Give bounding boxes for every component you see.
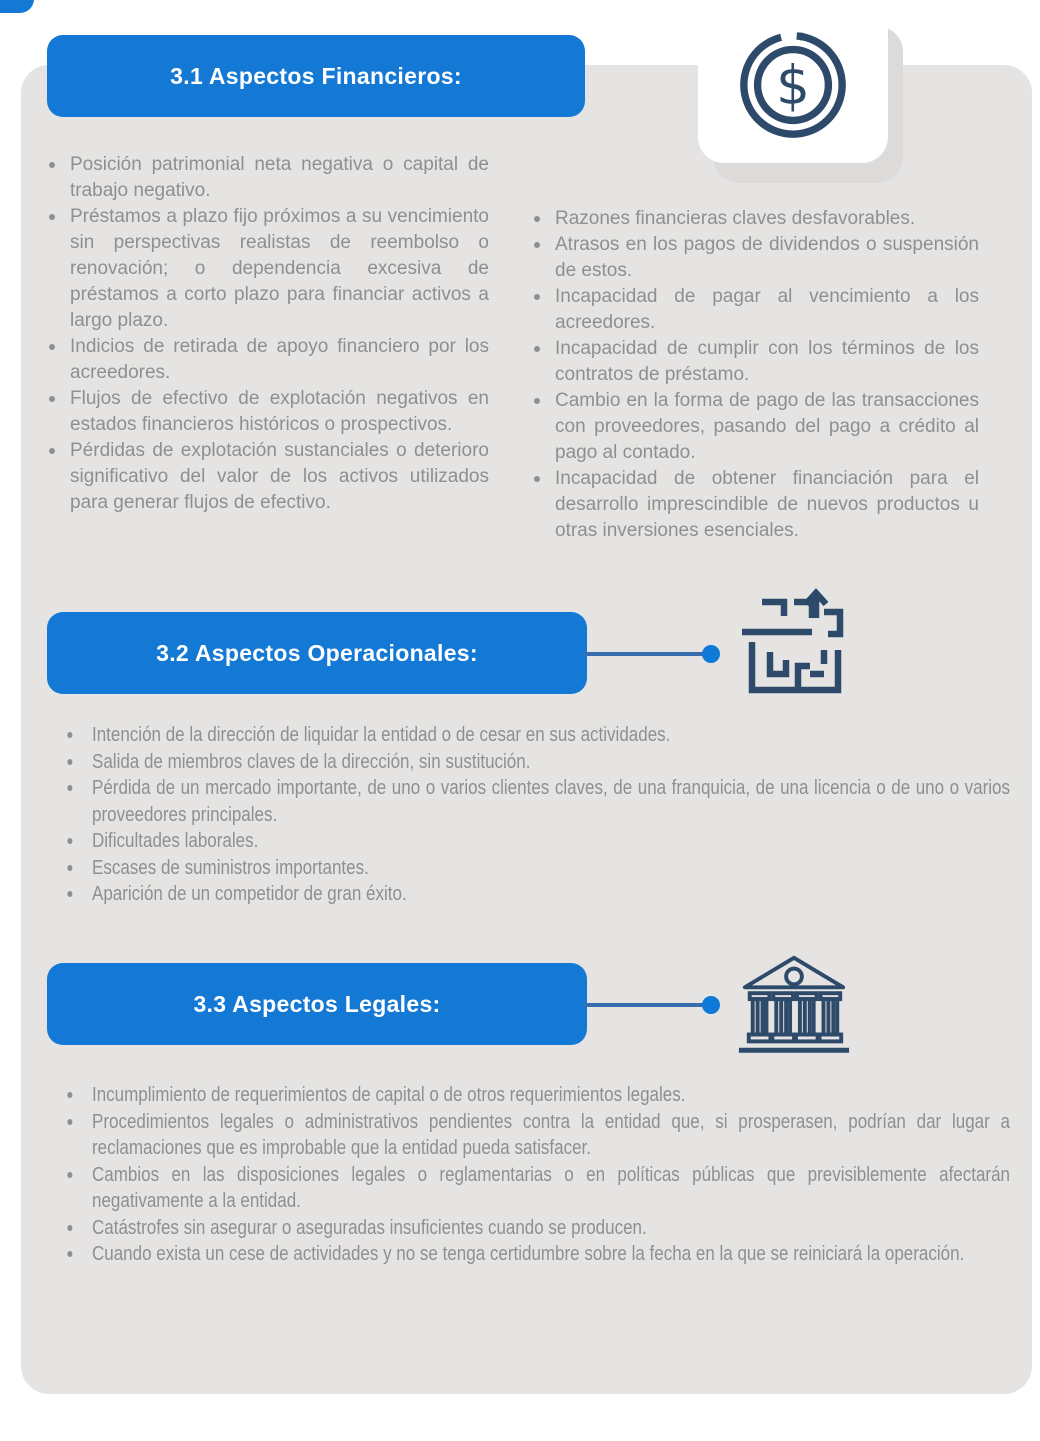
- list-item: [42, 438, 489, 516]
- list-item-text: Salida de miembros claves de la dirección, sin sustitución.: [92, 750, 531, 773]
- list-item-text: Razones financieras claves desfavorables.: [555, 208, 916, 229]
- list-item: [58, 775, 1010, 828]
- list-item-text: Procedimientos legales o administrativos pendientes contra la entidad que, si prosperasen, podrían dar lugar a reclamaciones que es improbable que la entidad pueda satisfacer.: [92, 1110, 1010, 1159]
- list-item-text: Cuando exista un cese de actividades y no se tenga certidumbre sobre la fecha en la que se reiniciará la operación.: [92, 1243, 965, 1265]
- list-item: [42, 152, 489, 204]
- list-item: [58, 881, 1010, 908]
- svg-text:$: $: [776, 54, 810, 117]
- list-item: [42, 204, 489, 334]
- list-item: [58, 1241, 1010, 1268]
- connector-dot-legal: [702, 996, 720, 1014]
- list-item-text: Dificultades laborales.: [92, 830, 259, 852]
- connector-line-operational: [585, 652, 705, 656]
- list-item-text: Incapacidad de pagar al vencimiento a los acreedores.: [555, 286, 979, 333]
- dollar-coin-icon: [734, 26, 852, 144]
- list-item: [527, 336, 979, 388]
- list-item: [58, 828, 1010, 855]
- section-operational-header: [47, 612, 587, 694]
- financial-icon-card: [698, 6, 888, 163]
- list-item-text: Cambio en la forma de pago de las transacciones con proveedores, pasando del pago a crédito al pago al contado.: [555, 390, 979, 463]
- list-item-text: Incapacidad de obtener financiación para el desarrollo imprescindible de nuevos productos u otras inversiones esenciales.: [555, 468, 979, 541]
- list-item: [527, 466, 979, 544]
- section-legal-header: [47, 963, 587, 1045]
- maze-arrow-icon: [740, 588, 846, 696]
- list-item-text: Incumplimiento de requerimientos de capital o de otros requerimientos legales.: [92, 1084, 686, 1106]
- connector-dot-operational: [702, 645, 720, 663]
- section-operational-title: 3.2 Aspectos Operacionales:: [156, 639, 478, 666]
- list-item-text: Aparición de un competidor de gran éxito.: [92, 883, 407, 905]
- list-item-text: Flujos de efectivo de explotación negativos en estados financieros históricos o prospectivos.: [70, 388, 489, 435]
- operational-bullets: [58, 722, 1010, 908]
- list-item: [527, 232, 979, 284]
- list-item-text: Indicios de retirada de apoyo financiero por los acreedores.: [70, 336, 489, 383]
- connector-line-legal: [585, 1003, 705, 1007]
- bank-building-icon: [735, 953, 853, 1057]
- list-item: [58, 722, 1010, 749]
- list-item-text: Pérdida de un mercado importante, de uno o varios clientes claves, de una franquicia, de una licencia o de uno o varios proveedores principales.: [92, 777, 1010, 826]
- list-item: [527, 284, 979, 336]
- legal-bullets: [58, 1082, 1010, 1268]
- list-item: [58, 1082, 1010, 1109]
- list-item-text: Escases de suministros importantes.: [92, 856, 369, 879]
- corner-accent-bar: [0, 0, 34, 13]
- financial-bullets-left: [42, 152, 489, 516]
- list-item: [42, 334, 489, 386]
- list-item: [58, 1109, 1010, 1162]
- list-item-text: Préstamos a plazo fijo próximos a su vencimiento sin perspectivas realistas de reembolso o renovación; o dependencia excesiva de préstamos a corto plazo para financiar activos a largo plazo.: [70, 206, 489, 331]
- list-item-text: Cambios en las disposiciones legales o reglamentarias o en políticas públicas que previsiblemente afectarán negativamente a la entidad.: [92, 1163, 1010, 1212]
- list-item-text: Incapacidad de cumplir con los términos de los contratos de préstamo.: [555, 338, 979, 385]
- list-item: [527, 206, 979, 232]
- section-legal-title: 3.3 Aspectos Legales:: [193, 990, 441, 1017]
- list-item-text: Posición patrimonial neta negativa o capital de trabajo negativo.: [70, 154, 489, 201]
- list-item: [58, 855, 1010, 882]
- list-item: [58, 749, 1010, 776]
- list-item-text: Intención de la dirección de liquidar la entidad o de cesar en sus actividades.: [92, 724, 671, 746]
- list-item: [527, 388, 979, 466]
- section-financial-header: [47, 35, 585, 117]
- list-item: [58, 1215, 1010, 1242]
- financial-bullets-right: [527, 206, 979, 544]
- list-item-text: Pérdidas de explotación sustanciales o deterioro significativo del valor de los activos utilizados para generar flujos de efectivo.: [70, 440, 489, 513]
- list-item: [42, 386, 489, 438]
- list-item-text: Atrasos en los pagos de dividendos o suspensión de estos.: [555, 234, 979, 281]
- list-item-text: Catástrofes sin asegurar o aseguradas insuficientes cuando se producen.: [92, 1216, 647, 1239]
- list-item: [58, 1162, 1010, 1215]
- section-financial-title: 3.1 Aspectos Financieros:: [170, 62, 462, 89]
